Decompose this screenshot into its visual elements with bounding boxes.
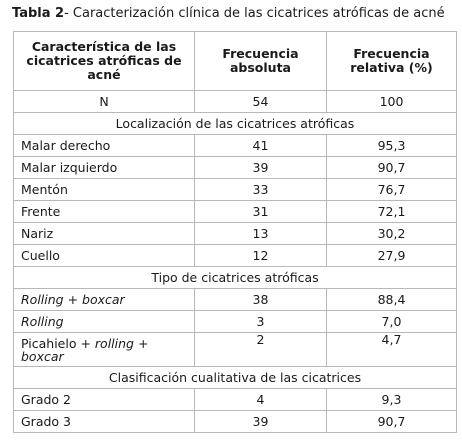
row-label-part: Malar derecho	[21, 137, 111, 153]
row-relative-frequency: 76,7	[327, 179, 457, 201]
row-relative-frequency: 88,4	[327, 289, 457, 311]
table-row	[14, 245, 457, 267]
row-relative-frequency: 7,0	[327, 311, 457, 333]
n-label: N	[14, 91, 195, 113]
row-label-part: rolling	[94, 335, 134, 351]
row-absolute-frequency: 39	[195, 411, 327, 433]
row-label-part: boxcar	[21, 348, 64, 364]
n-relative: 100	[327, 91, 457, 113]
row-label-part: Cuello	[21, 247, 60, 263]
row-absolute-frequency: 12	[195, 245, 327, 267]
row-label-part: Nariz	[21, 225, 54, 241]
section-header-row	[14, 267, 457, 289]
table-row	[14, 389, 457, 411]
row-label	[14, 311, 195, 333]
row-label-part: Grado 3	[21, 413, 71, 429]
table-row	[14, 311, 457, 333]
n-absolute: 54	[195, 91, 327, 113]
row-relative-frequency: 90,7	[327, 157, 457, 179]
row-label-part: +	[133, 335, 149, 351]
row-absolute-frequency: 41	[195, 135, 327, 157]
header-characteristic: Característica de las cicatrices atróficas de acné	[14, 32, 195, 91]
table-row	[14, 135, 457, 157]
row-relative-frequency: 72,1	[327, 201, 457, 223]
header-relative-frequency: Frecuencia relativa (%)	[327, 32, 457, 91]
row-label-part: Rolling	[21, 313, 64, 329]
caption-text: - Caracterización clínica de las cicatrices atróficas de acné	[64, 6, 445, 21]
header-row	[14, 32, 457, 91]
row-relative-frequency: 4,7	[327, 333, 457, 367]
row-absolute-frequency: 39	[195, 157, 327, 179]
table-row	[14, 333, 457, 367]
row-absolute-frequency: 13	[195, 223, 327, 245]
row-label-part: boxcar	[82, 291, 125, 307]
table-row	[14, 223, 457, 245]
section-title: Tipo de cicatrices atróficas	[14, 267, 457, 289]
table-row	[14, 411, 457, 433]
section-title: Clasificación cualitativa de las cicatrices	[14, 367, 457, 389]
section-header-row	[14, 113, 457, 135]
row-relative-frequency: 27,9	[327, 245, 457, 267]
row-label	[14, 389, 195, 411]
row-relative-frequency: 90,7	[327, 411, 457, 433]
row-label-part: Picahielo +	[21, 335, 95, 351]
row-absolute-frequency: 38	[195, 289, 327, 311]
row-label-part: Malar izquierdo	[21, 159, 118, 175]
table-row	[14, 289, 457, 311]
n-row	[14, 91, 457, 113]
row-absolute-frequency: 3	[195, 311, 327, 333]
table-caption	[12, 6, 445, 21]
row-label-part: Rolling	[21, 291, 64, 307]
row-label	[14, 333, 195, 367]
row-absolute-frequency: 2	[195, 333, 327, 367]
row-absolute-frequency: 4	[195, 389, 327, 411]
row-relative-frequency: 30,2	[327, 223, 457, 245]
row-label	[14, 179, 195, 201]
row-label	[14, 289, 195, 311]
row-relative-frequency: 95,3	[327, 135, 457, 157]
table-row	[14, 157, 457, 179]
row-label-part: Frente	[21, 203, 61, 219]
row-label-part: +	[63, 291, 83, 307]
section-header-row	[14, 367, 457, 389]
row-label	[14, 157, 195, 179]
row-label	[14, 245, 195, 267]
row-absolute-frequency: 31	[195, 201, 327, 223]
table-row	[14, 201, 457, 223]
row-label-part: Grado 2	[21, 391, 71, 407]
row-label	[14, 411, 195, 433]
row-label	[14, 201, 195, 223]
row-label	[14, 135, 195, 157]
data-table	[13, 31, 457, 433]
caption-label: Tabla 2	[12, 6, 65, 21]
row-relative-frequency: 9,3	[327, 389, 457, 411]
row-label-part: Mentón	[21, 181, 68, 197]
table-body	[14, 91, 457, 433]
table-row	[14, 179, 457, 201]
section-title: Localización de las cicatrices atróficas	[14, 113, 457, 135]
header-absolute-frequency: Frecuencia absoluta	[195, 32, 327, 91]
row-absolute-frequency: 33	[195, 179, 327, 201]
row-label	[14, 223, 195, 245]
